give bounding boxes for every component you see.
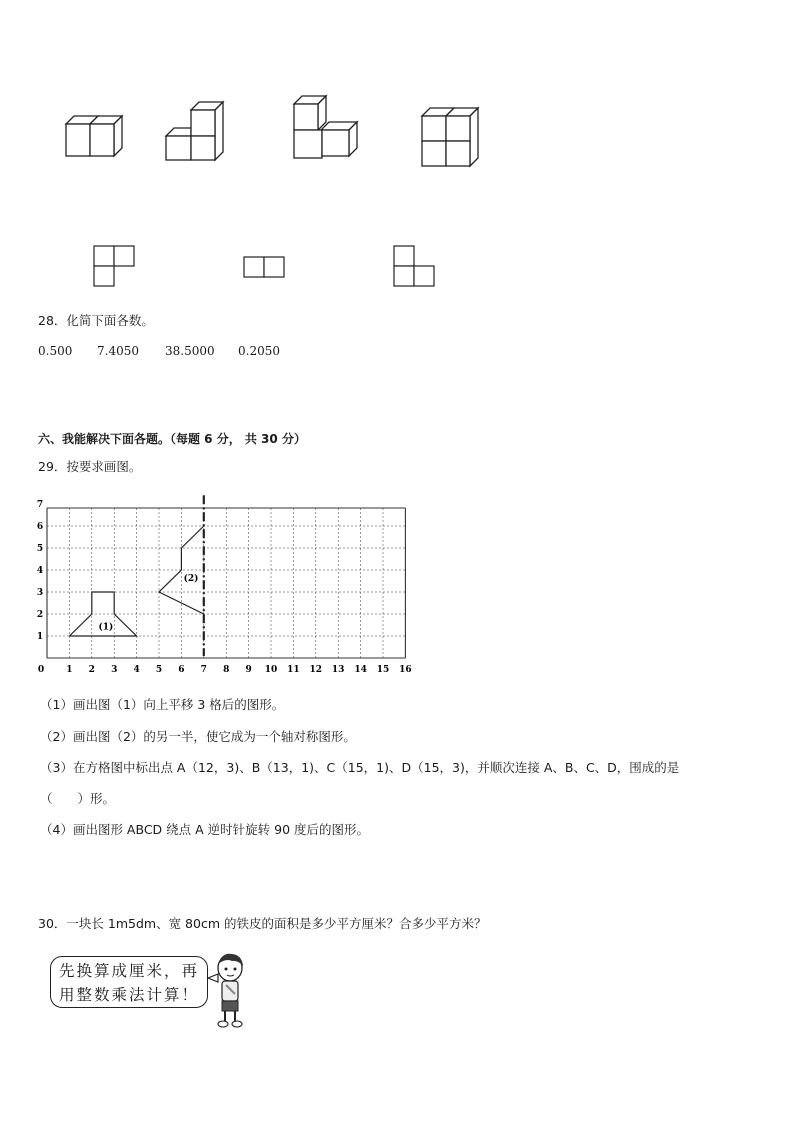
x-tick-label: 13 [331, 665, 345, 675]
view-figure-3 [392, 244, 438, 288]
shape-2-label: (2) [183, 574, 199, 584]
coordinate-grid [30, 492, 430, 678]
cube-figure-3 [289, 92, 364, 164]
number-3: 38.5000 [165, 344, 215, 358]
y-tick-label: 6 [36, 522, 44, 532]
x-tick-label: 0 [37, 665, 45, 675]
boy-illustration [208, 952, 250, 1032]
section-6-title: 六、我能解决下面各题。（每题 6 分， 共 30 分） [38, 432, 306, 446]
x-tick-label: 11 [287, 665, 300, 675]
x-tick-label: 8 [223, 665, 230, 675]
x-tick-label: 2 [88, 665, 95, 675]
x-tick-label: 6 [178, 665, 185, 675]
view-figure-1 [92, 244, 138, 288]
question-28-title: 28．化简下面各数。 [38, 313, 154, 328]
q29-item-3: （3）在方格图中标出点 A（12，3)、B（13，1)、C（15，1)、D（15，3)，并顺次连接 A、B、C、D，围成的是 [40, 760, 680, 775]
y-tick-label: 1 [36, 632, 44, 642]
speech-bubble [50, 956, 208, 1008]
y-tick-label: 4 [36, 566, 44, 576]
speech-line-1: 先换算成厘米，再 [59, 962, 200, 980]
view-figure-2 [242, 255, 288, 279]
x-tick-label: 10 [264, 665, 278, 675]
q29-item-4: （4）画出图形 ABCD 绕点 A 逆时针旋转 90 度后的图形。 [40, 822, 370, 837]
q29-item-1: （1）画出图（1）向上平移 3 格后的图形。 [40, 697, 285, 712]
cube-figure-2 [163, 98, 233, 162]
question-30-title: 30．一块长 1m5dm、宽 80cm 的铁皮的面积是多少平方厘米？合多少平方米？ [38, 916, 487, 931]
shape-1-label: (1) [98, 622, 114, 633]
q29-item-2: （2）画出图（2）的另一半，使它成为一个轴对称图形。 [40, 729, 356, 744]
x-tick-label: 4 [133, 665, 140, 675]
x-tick-label: 15 [376, 665, 390, 675]
speech-line-2: 用整数乘法计算！ [59, 986, 200, 1004]
y-tick-label: 3 [36, 588, 44, 598]
y-tick-label: 7 [36, 500, 44, 510]
number-2: 7.4050 [97, 344, 139, 358]
number-4: 0.2050 [238, 344, 280, 358]
x-tick-label: 12 [309, 665, 323, 675]
number-1: 0.500 [38, 344, 73, 358]
q29-item-3-blank: （ ）形。 [40, 791, 116, 806]
cube-figure-4 [418, 104, 488, 170]
x-tick-label: 14 [354, 665, 367, 675]
x-tick-label: 7 [200, 665, 207, 675]
question-29-title: 29．按要求画图。 [38, 459, 142, 474]
x-tick-label: 1 [66, 665, 73, 675]
cube-figure-1 [60, 112, 130, 162]
x-tick-label: 9 [245, 665, 252, 675]
y-tick-label: 5 [36, 544, 44, 554]
y-tick-label: 2 [36, 610, 44, 620]
x-tick-label: 5 [155, 665, 163, 675]
x-tick-label: 3 [111, 665, 118, 675]
x-tick-label: 16 [399, 665, 412, 675]
